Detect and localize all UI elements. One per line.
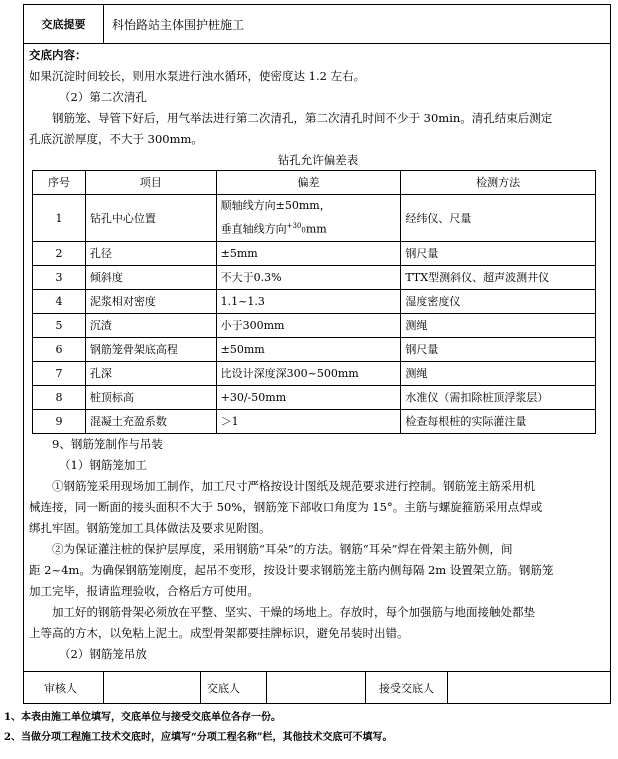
table-header-row bbox=[33, 171, 596, 195]
cell-item: 沉渣 bbox=[85, 314, 216, 338]
col-header-deviation: 偏差 bbox=[216, 171, 401, 195]
cell-no: 2 bbox=[33, 242, 86, 266]
form-header bbox=[24, 5, 610, 44]
cell-no: 3 bbox=[33, 266, 86, 290]
cell-item: 泥浆相对密度 bbox=[85, 290, 216, 314]
receiver-label: 接受交底人 bbox=[379, 681, 434, 695]
table-row bbox=[33, 338, 596, 362]
table-row bbox=[33, 362, 596, 386]
cell-item: 钻孔中心位置 bbox=[85, 195, 216, 242]
cell-method: 测绳 bbox=[401, 314, 596, 338]
para3-line1: 加工好的钢筋骨架必须放在平整、坚实、干燥的场地上。存放时，每个加强筋与地面接触处都垫 bbox=[52, 605, 535, 619]
cell-item: 桩顶标高 bbox=[85, 386, 216, 410]
cell-no: 8 bbox=[33, 386, 86, 410]
para2-line2: 距 2~4m。为确保钢筋笼刚度，起吊不变形，按设计要求钢筋笼主筋内侧每隔 2m 设置架立筋。钢筋笼 bbox=[29, 563, 554, 577]
cell-method: 测绳 bbox=[401, 362, 596, 386]
cell-deviation: 不大于0.3% bbox=[216, 266, 401, 290]
cell-no: 7 bbox=[33, 362, 86, 386]
col-header-item: 项目 bbox=[85, 171, 216, 195]
cell-deviation: ±50mm bbox=[216, 338, 401, 362]
col-header-method: 检测方法 bbox=[401, 171, 596, 195]
cell-method: TTX型测斜仪、超声波测井仪 bbox=[401, 266, 596, 290]
cell-method: 湿度密度仪 bbox=[401, 290, 596, 314]
cell-method: 水准仪（需扣除桩顶浮浆层） bbox=[401, 386, 596, 410]
cell-method: 钢尺量 bbox=[401, 242, 596, 266]
footnotes bbox=[4, 708, 392, 748]
section-9-title: 9、钢筋笼制作与吊装 bbox=[52, 437, 163, 451]
cell-deviation: ＞1 bbox=[216, 410, 401, 434]
disclosure-form bbox=[23, 4, 611, 704]
paragraph-cleaning-line1: 钢筋笼、导管下好后，用气举法进行第二次清孔，第二次清孔时间不少于 30min。清孔结束后测定 bbox=[52, 111, 553, 125]
deviation-line2-text: 垂直轴线方向 bbox=[220, 222, 287, 236]
col-header-no: 序号 bbox=[33, 171, 86, 195]
discloser-label: 交底人 bbox=[207, 681, 240, 695]
cell-no: 9 bbox=[33, 410, 86, 434]
reviewer-label: 审核人 bbox=[44, 681, 77, 695]
table-row bbox=[33, 314, 596, 338]
table-row bbox=[33, 290, 596, 314]
table-row bbox=[33, 386, 596, 410]
cell-deviation: 小于300mm bbox=[216, 314, 401, 338]
cell-item: 倾斜度 bbox=[85, 266, 216, 290]
deviation-line1: 顺轴线方向±50mm， bbox=[220, 198, 331, 212]
deviation-table bbox=[32, 170, 596, 434]
table-row bbox=[33, 266, 596, 290]
para3-line2: 上等高的方木，以免粘上泥土。成型骨架都要挂牌标识，避免吊装时出错。 bbox=[29, 626, 409, 640]
cell-item: 混凝土充盈系数 bbox=[85, 410, 216, 434]
section-9-1-title: （1）钢筋笼加工 bbox=[59, 458, 147, 472]
disclosure-content bbox=[29, 45, 607, 665]
cell-item: 孔深 bbox=[85, 362, 216, 386]
paragraph-cleaning-line2: 孔底沉淤厚度，不大于 300mm。 bbox=[29, 132, 203, 146]
footnote-2: 2、当做分项工程施工技术交底时，应填写“分项工程名称”栏，其他技术交底可不填写。 bbox=[4, 732, 393, 743]
footer-divider bbox=[200, 672, 201, 703]
header-title: 科怡路站主体围护桩施工 bbox=[112, 17, 245, 32]
table-row bbox=[33, 242, 596, 266]
cell-no: 6 bbox=[33, 338, 86, 362]
cell-deviation: +30/-50mm bbox=[216, 386, 401, 410]
para1-line3: 绑扎牢固。钢筋笼加工具体做法及要求见附图。 bbox=[29, 521, 271, 535]
footer-divider bbox=[447, 672, 448, 703]
cell-deviation: 比设计深度深300~500mm bbox=[216, 362, 401, 386]
cell-deviation bbox=[216, 195, 401, 242]
footer-divider bbox=[266, 672, 267, 703]
content-heading: 交底内容： bbox=[29, 48, 87, 62]
section-9-2-title: （2）钢筋笼吊放 bbox=[59, 647, 147, 661]
cell-item: 孔径 bbox=[85, 242, 216, 266]
deviation-upper: +30 bbox=[286, 221, 302, 230]
header-label: 交底提要 bbox=[24, 5, 104, 43]
para1-line2: 械连接，同一断面的接头面积不大于 50%，钢筋笼下部收口角度为 15°。主筋与螺旋箍筋采用点焊或 bbox=[29, 500, 543, 514]
deviation-lower: 0 bbox=[301, 226, 306, 235]
table-row bbox=[33, 195, 596, 242]
footer-divider bbox=[365, 672, 366, 703]
table-caption: 钻孔允许偏差表 bbox=[277, 153, 359, 167]
footer-divider bbox=[103, 672, 104, 703]
cell-method: 检查每根桩的实际灌注量 bbox=[401, 410, 596, 434]
cell-deviation: 1.1~1.3 bbox=[216, 290, 401, 314]
para2-line1: ②为保证灌注桩的保护层厚度，采用钢筋“耳朵”的方法。钢筋“耳朵”焊在骨架主筋外侧，间 bbox=[52, 542, 513, 556]
footnote-1: 1、本表由施工单位填写，交底单位与接受交底单位各存一份。 bbox=[4, 712, 281, 723]
section-second-cleaning: （2）第二次清孔 bbox=[59, 90, 147, 104]
cell-method: 钢尺量 bbox=[401, 338, 596, 362]
cell-no: 5 bbox=[33, 314, 86, 338]
signature-footer bbox=[24, 671, 610, 703]
para2-line3: 加工完毕，报请监理验收，合格后方可使用。 bbox=[29, 584, 259, 598]
cell-deviation: ±5mm bbox=[216, 242, 401, 266]
paragraph-settling: 如果沉淀时间较长，则用水泵进行浊水循环，使密度达 1.2 左右。 bbox=[29, 69, 366, 83]
para1-line1: ①钢筋笼采用现场加工制作，加工尺寸严格按设计图纸及规范要求进行控制。钢筋笼主筋采用机 bbox=[52, 479, 535, 493]
table-row bbox=[33, 410, 596, 434]
cell-method: 经纬仪、尺量 bbox=[401, 195, 596, 242]
cell-item: 钢筋笼骨架底高程 bbox=[85, 338, 216, 362]
cell-no: 4 bbox=[33, 290, 86, 314]
deviation-unit: mm bbox=[305, 222, 327, 236]
cell-no: 1 bbox=[33, 195, 86, 242]
deviation-line2 bbox=[221, 216, 397, 241]
